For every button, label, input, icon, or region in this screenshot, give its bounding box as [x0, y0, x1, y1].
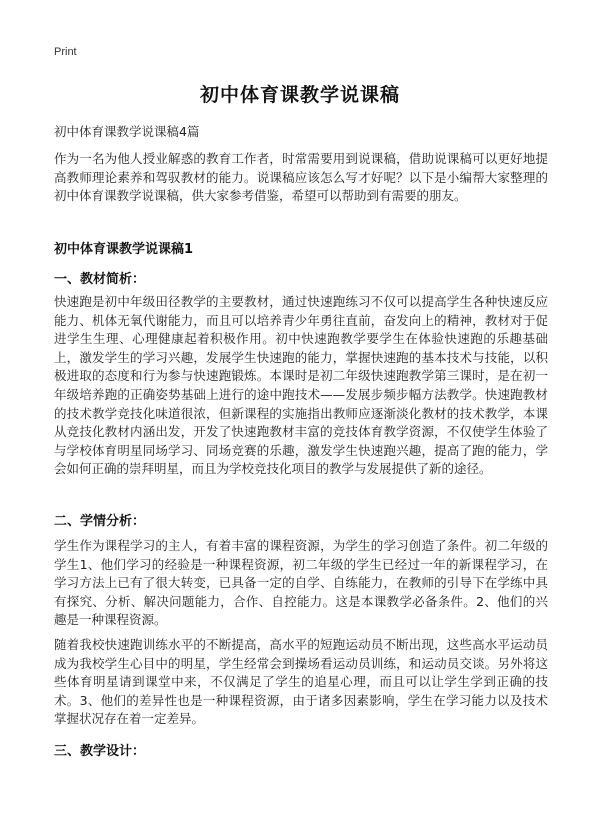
student-analysis-paragraph-2: 随着我校快速跑训练水平的不断提高，高水平的短跑运动员不断出现，这些高水平运动员成为我校学生心目中的明星，学生经常会到操场看运动员训练，和运动员交谈。另外将这些体育明星请到课堂中来，不仅满足了学生的追星心理，而且可以让学生学到正确的技术。3、他们的差异性也是一种课程资源，由于诸多因素影响，学生在学习能力以及技术掌握状况存在着一定差异。 — [54, 637, 548, 727]
heading-textbook-analysis: 一、教材简析： — [54, 272, 146, 287]
intro-paragraph: 作为一名为他人授业解惑的教育工作者，时常需要用到说课稿，借助说课稿可以更好地提高教师理论素养和驾驭教材的能力。说课稿应该怎么写才好呢？以下是小编帮大家整理的初中体育课教学说课稿，供大家参考借鉴，希望可以帮助到有需要的朋友。 — [54, 151, 548, 204]
student-analysis-paragraph-1: 学生作为课程学习的主人，有着丰富的课程资源，为学生的学习创造了条件。初二年级的学生1、他们学习的经验是一种课程资源，初二年级的学生已经过一年的新课程学习，在学习方法上已有了很大转变，已具备一定的自学、自练能力，在教师的引导下在学练中具有探究、分析、解决问题能力，合作、自控能力。这是本课教学必备条件。2、他们的兴趣是一种课程资源。 — [54, 538, 548, 628]
document-title: 初中体育课教学说课稿 — [199, 84, 400, 106]
section-title: 初中体育课教学说课稿1 — [54, 242, 194, 257]
heading-student-analysis: 二、学情分析： — [54, 514, 146, 529]
document-subtitle: 初中体育课教学说课稿4篇 — [54, 124, 200, 139]
textbook-analysis-paragraph: 快速跑是初中年级田径教学的主要教材，通过快速跑练习不仅可以提高学生各种快速反应能力、机体无氧代谢能力，而且可以培养青少年勇往直前，奋发向上的精神，教材对于促进学生生理、心理健康起着积极作用。初中快速跑教学要学生在体验快速跑的乐趣基础上，激发学生的学习兴趣，发展学生快速跑的能力，掌握快速跑的基本技术与技能，以积极进取的态度和行为参与快速跑锻炼。本课时是初二年级快速跑教学第三课时，是在初一年级培养跑的正确姿势基础上进行的途中跑技术——发展步频步幅方法教学。快速跑教材的技术教学竞技化味道很浓，但新课程的实施指出教师应逐渐淡化教材的技术教学，本课从竞技化教材内涵出发，开发了快速跑教材丰富的竞技体育教学资源，不仅使学生体验了与学校体育明星同场学习、同场竞赛的乐趣，激发学生快速跑兴趣，提高了跑的能力，学会如何正确的崇拜明星，而且为学校竞技化项目的教学与发展提供了新的途径。 — [54, 294, 548, 477]
print-label[interactable]: Print — [54, 46, 77, 58]
heading-teaching-design: 三、教学设计： — [54, 744, 146, 759]
